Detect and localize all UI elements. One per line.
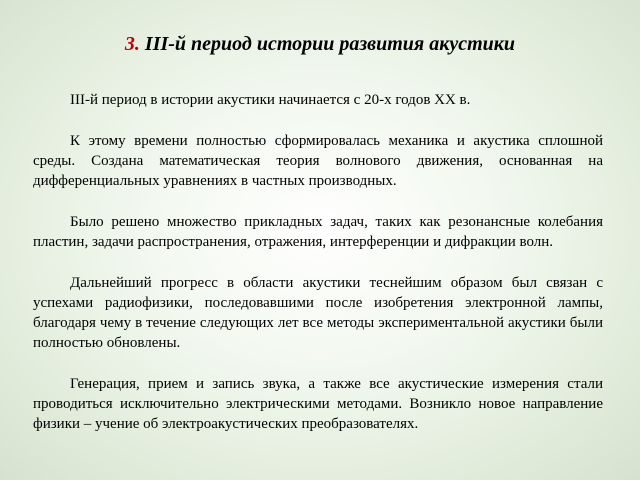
title-number: 3. xyxy=(124,33,140,55)
title-text: III-й период истории развития акустики xyxy=(144,33,516,55)
paragraph: III-й период в истории акустики начинается с 20-х годов XX в. xyxy=(70,92,471,108)
slide-title xyxy=(0,32,640,56)
slide-body xyxy=(33,90,603,455)
paragraph: Генерация, прием и запись звука, а также все акустические измерения стали проводиться исключительно электрическими методами. Возникло новое направление физики – учение об электроакустических преобразователях. xyxy=(33,376,603,432)
paragraph: Было решено множество прикладных задач, таких как резонансные колебания пластин, задачи распространения, отражения, интерференции и дифракции волн. xyxy=(33,214,603,250)
paragraph: К этому времени полностью сформировалась механика и акустика сплошной среды. Создана математическая теория волнового движения, основанная на дифференциальных уравнениях в частных производных. xyxy=(33,133,603,189)
paragraph: Дальнейший прогресс в области акустики теснейшим образом был связан с успехами радиофизики, последовавшими после изобретения электронной лампы, благодаря чему в течение следующих лет все методы экспериментальной акустики были полностью обновлены. xyxy=(33,275,603,351)
